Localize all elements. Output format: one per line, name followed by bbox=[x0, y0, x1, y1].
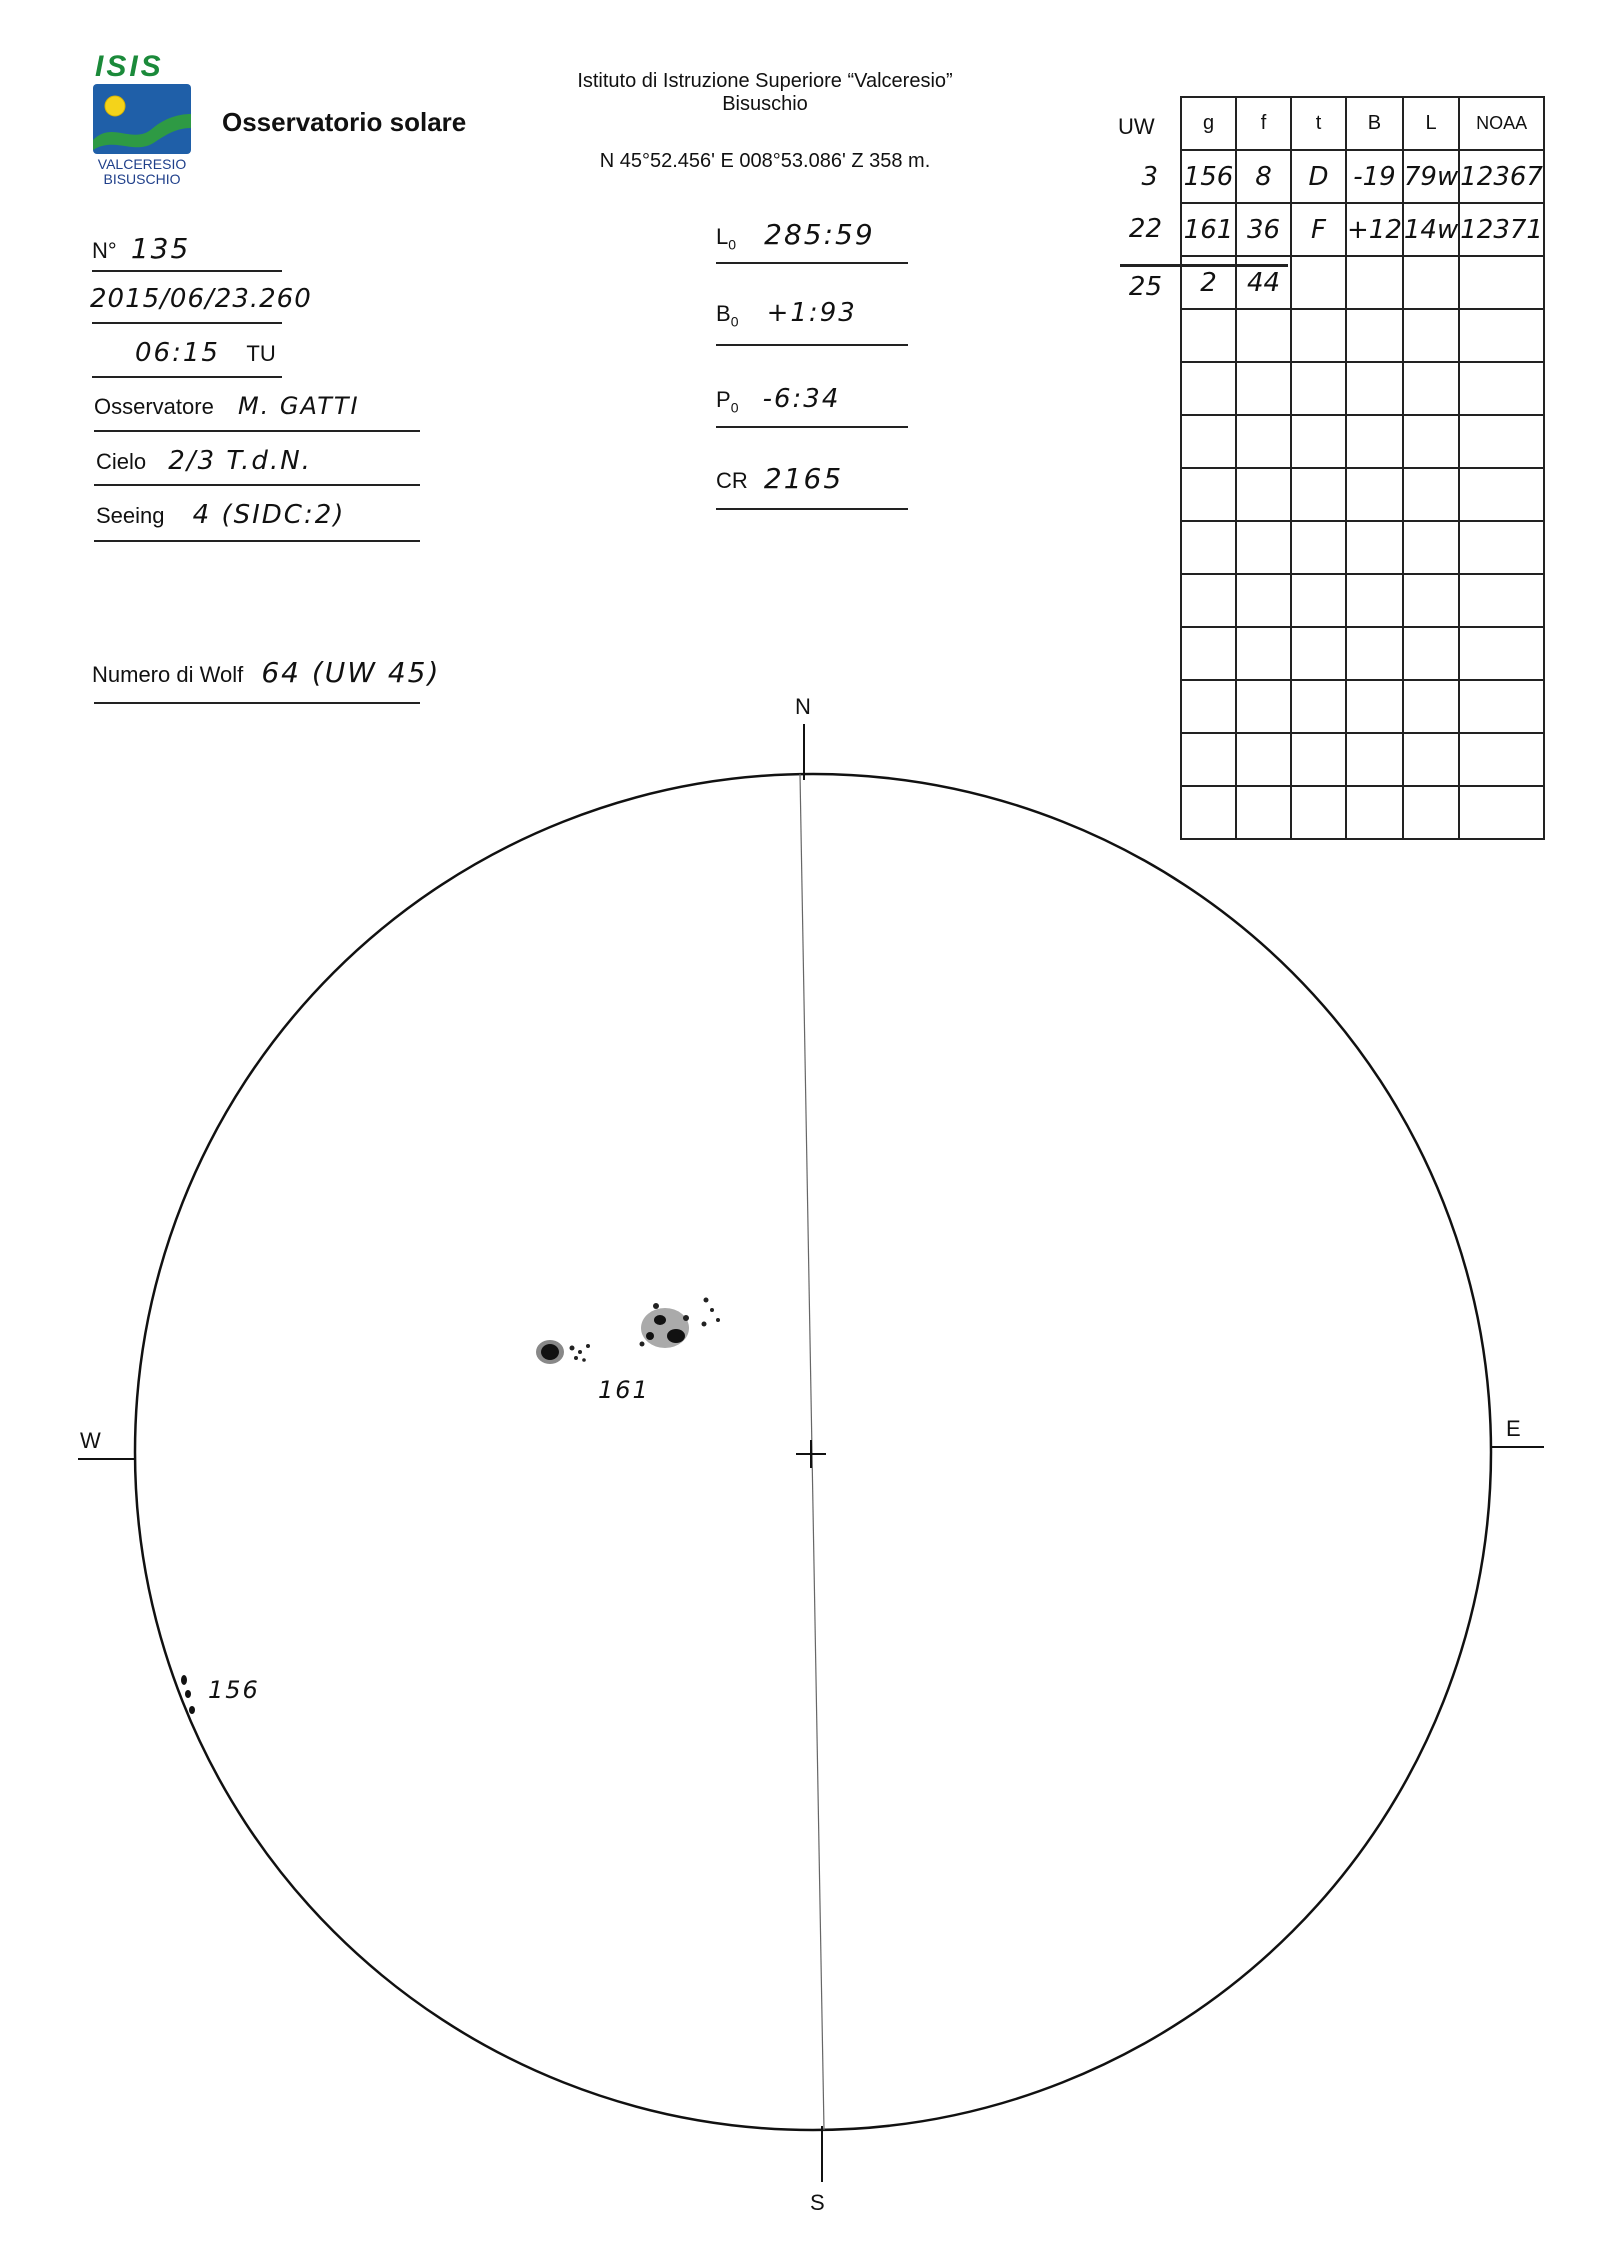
table-cell: +12 bbox=[1346, 203, 1403, 256]
header-t: t bbox=[1291, 97, 1346, 150]
table-cell: 12367 bbox=[1459, 150, 1544, 203]
table-cell: 161 bbox=[1181, 203, 1236, 256]
institute-name: Istituto di Istruzione Superiore “Valceresio” Bisuschio bbox=[577, 70, 953, 115]
header-f: f bbox=[1236, 97, 1291, 150]
logo-subtitle: VALCERESIO BISUSCHIO bbox=[97, 156, 187, 187]
observer-field: Osservatore M. GATTI bbox=[94, 392, 360, 420]
table-cell: 36 bbox=[1236, 203, 1291, 256]
table-cell: D bbox=[1291, 150, 1346, 203]
record-number: N° 135 bbox=[92, 232, 191, 265]
table-cell: 79w bbox=[1403, 150, 1459, 203]
table-cell: 8 bbox=[1236, 150, 1291, 203]
observatory-title: Osservatorio solare bbox=[222, 107, 467, 137]
solar-disk-outline bbox=[135, 774, 1491, 2130]
east-label: E bbox=[1506, 1416, 1521, 1441]
sky-field: Cielo 2/3 T.d.N. bbox=[96, 446, 312, 476]
uw-value: 22 bbox=[1128, 214, 1162, 244]
table-cell: 2 bbox=[1181, 256, 1236, 309]
sunspot-group-161 bbox=[536, 1298, 720, 1365]
header-noaa: NOAA bbox=[1459, 97, 1544, 150]
table-cell: 12371 bbox=[1459, 203, 1544, 256]
logo-wordmark: ISIS bbox=[95, 50, 164, 83]
header-b: B bbox=[1346, 97, 1403, 150]
table-cell: -19 bbox=[1346, 150, 1403, 203]
l0-field: $L_0$ 285:59 bbox=[716, 218, 875, 253]
table-cell: F bbox=[1291, 203, 1346, 256]
header-l: L bbox=[1403, 97, 1459, 150]
header-g: g bbox=[1181, 97, 1236, 150]
seeing-field: Seeing 4 (SIDC:2) bbox=[96, 500, 346, 530]
uw-header: UW bbox=[1118, 114, 1155, 139]
station-coordinates: N 45°52.456' E 008°53.086' Z 358 m. bbox=[599, 150, 931, 172]
carrington-rotation-field: CR 2165 bbox=[716, 462, 844, 495]
group-label-161: 161 bbox=[598, 1376, 650, 1404]
table-cell: 44 bbox=[1236, 256, 1291, 309]
sunspot-group-156 bbox=[181, 1675, 195, 1714]
north-label: N bbox=[795, 694, 811, 719]
wolf-number-field: Numero di Wolf 64 (UW 45) bbox=[92, 656, 441, 689]
south-label: S bbox=[810, 2190, 825, 2215]
group-label-156: 156 bbox=[208, 1676, 260, 1704]
b0-field: $B_0$ +1:93 bbox=[716, 298, 857, 330]
uw-value: 3 bbox=[1141, 162, 1158, 192]
west-label: W bbox=[80, 1428, 101, 1453]
observation-time: 06:15 TU bbox=[135, 338, 276, 368]
table-cell: 156 bbox=[1181, 150, 1236, 203]
observation-date: 2015/06/23.260 bbox=[90, 284, 312, 314]
table-cell: 14w bbox=[1403, 203, 1459, 256]
uw-value: 25 bbox=[1128, 272, 1162, 302]
p0-field: $P_0$ -6:34 bbox=[716, 384, 841, 416]
